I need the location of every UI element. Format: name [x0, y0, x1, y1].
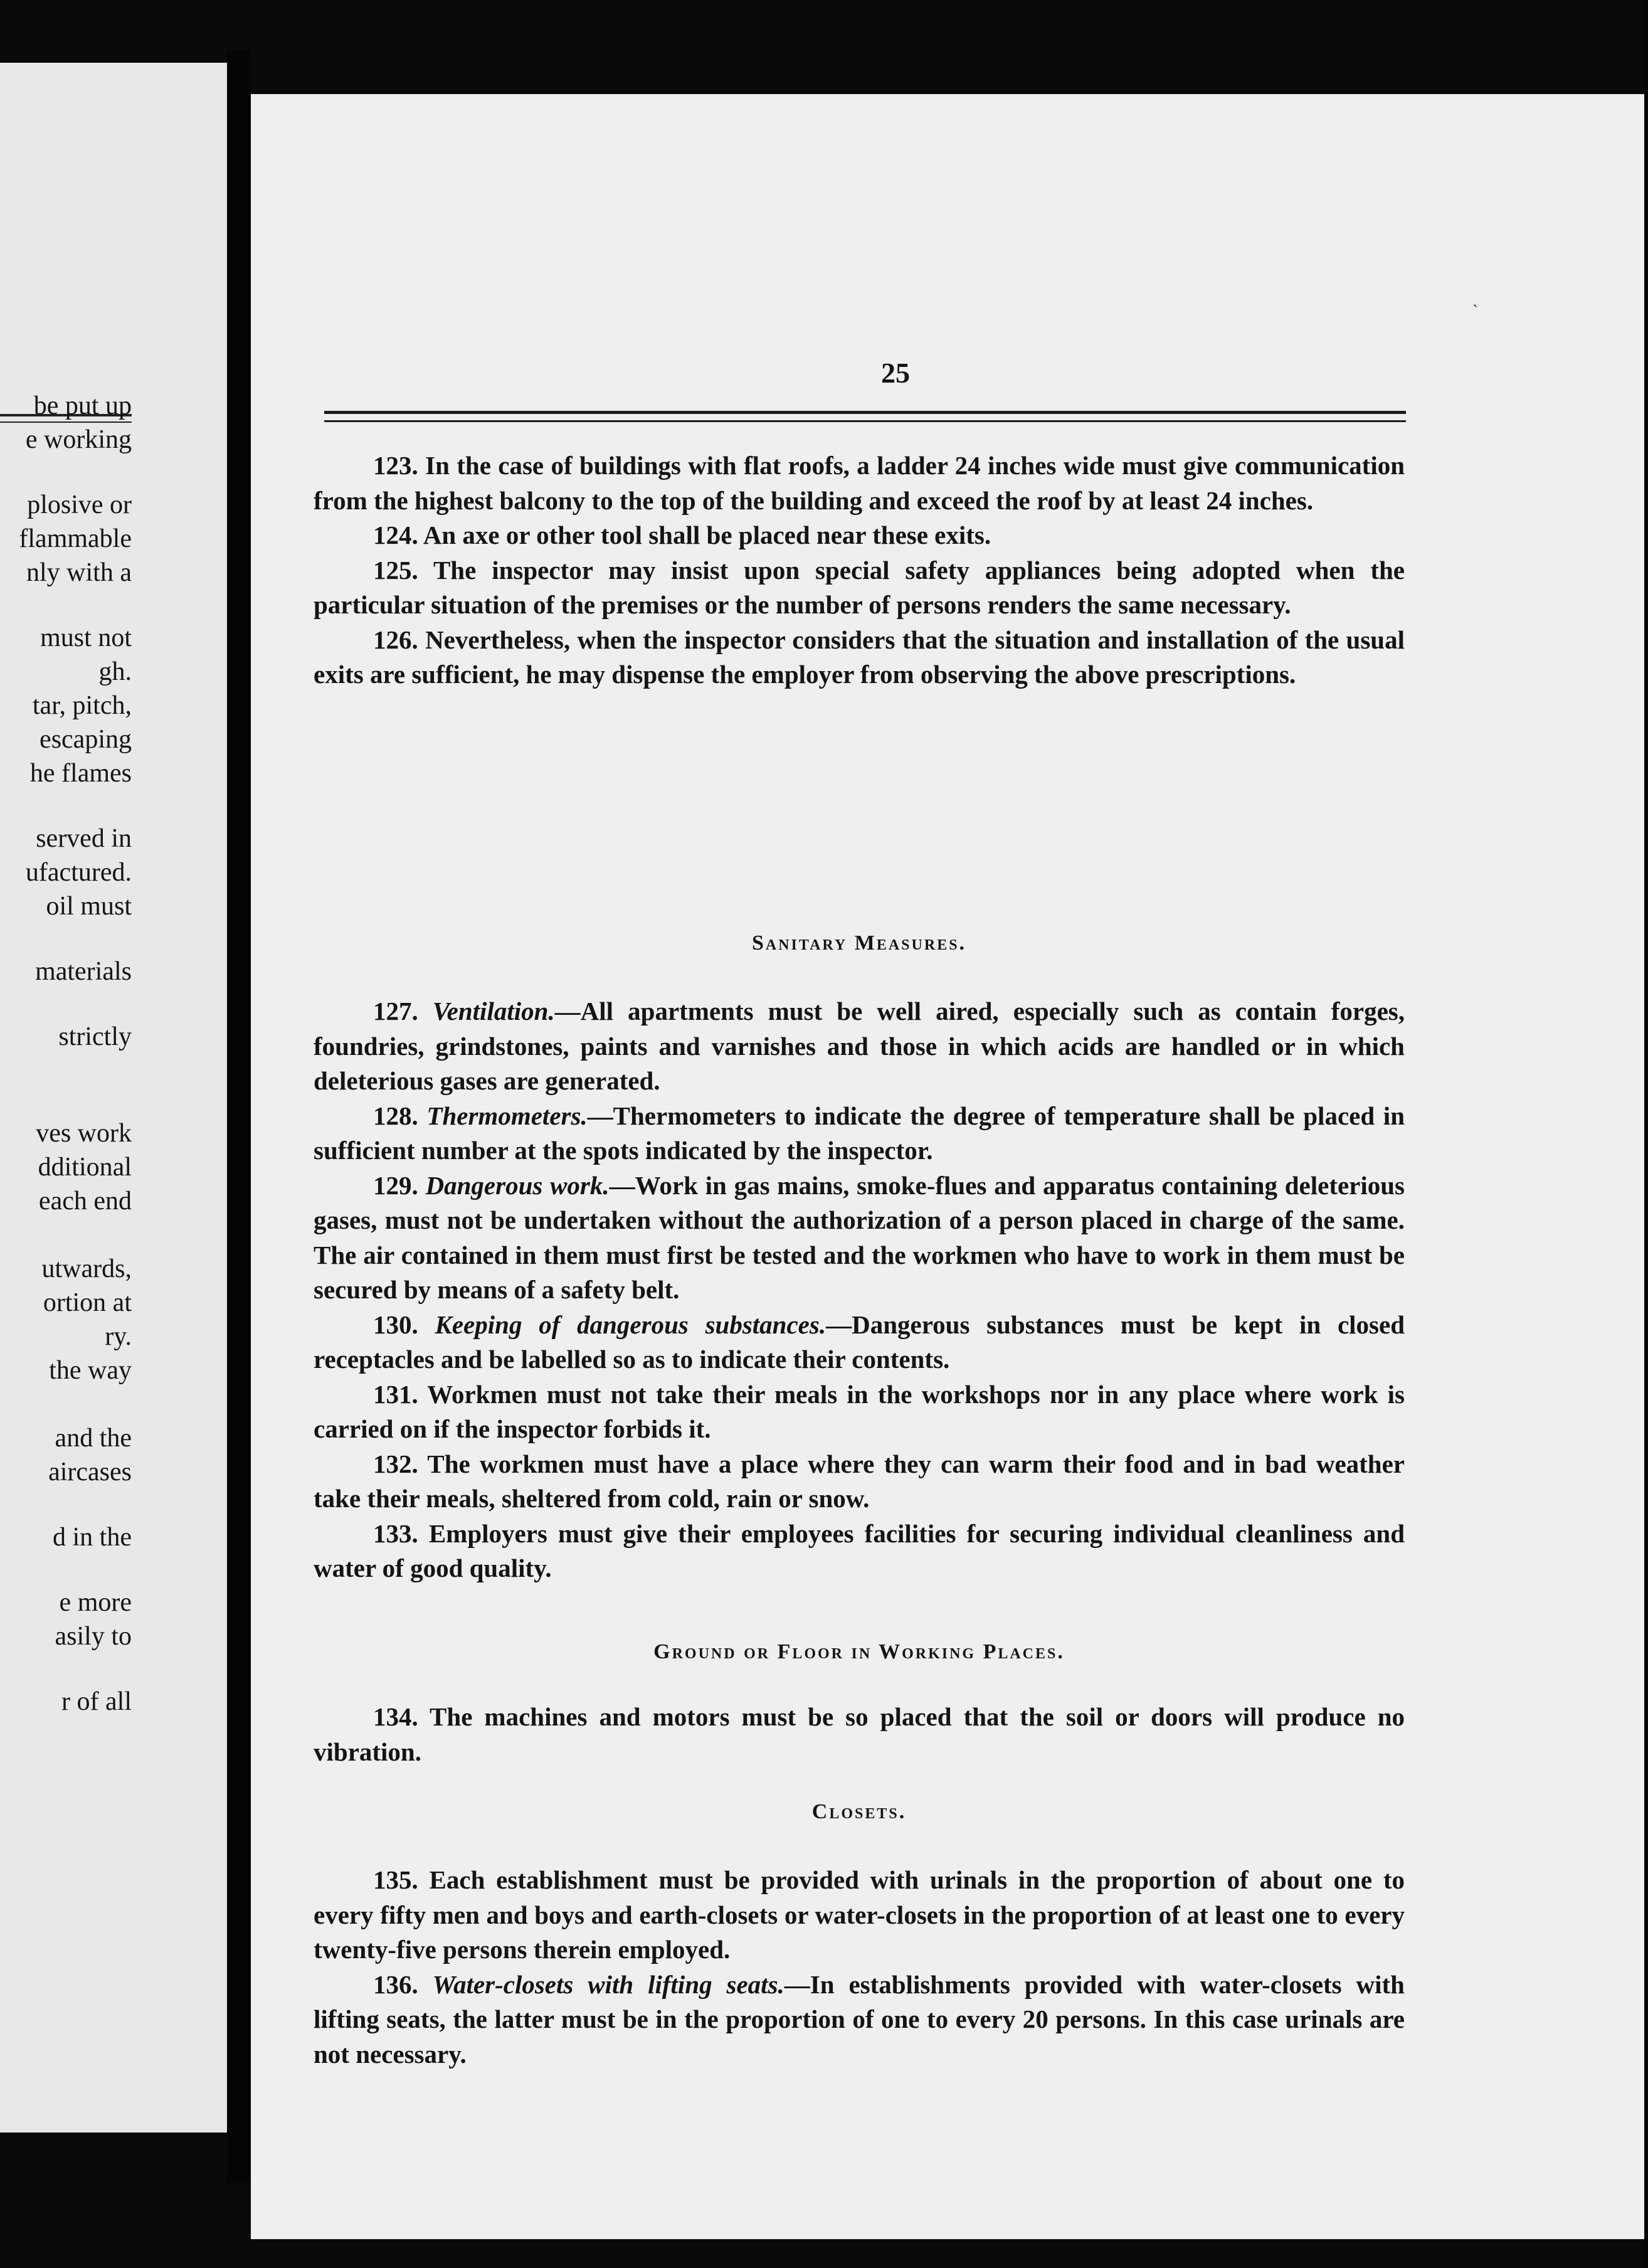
- book-gutter: [227, 50, 251, 2183]
- paragraph-text: The machines and motors must be so placed that the soil or doors will produce no vibration.: [314, 1702, 1405, 1766]
- facing-page-line: aircases: [48, 1458, 132, 1486]
- facing-page-line: gh.: [98, 657, 132, 686]
- facing-page-line: served in: [36, 824, 132, 853]
- facing-page-line: tar, pitch,: [32, 691, 132, 720]
- section-heading-closets: [314, 1800, 1405, 1824]
- paragraph-label: Ventilation.: [432, 997, 555, 1025]
- paragraph-group-sanitary: [314, 994, 1405, 1586]
- facing-page-line: r of all: [61, 1687, 132, 1716]
- paragraph-127: [314, 994, 1405, 1099]
- paragraph-text: —Dangerous substances must be kept in closed receptacles and be labelled so as to indicate their contents.: [314, 1310, 1405, 1374]
- facing-page-line: e working: [25, 425, 132, 454]
- facing-page-line: asily to: [55, 1622, 132, 1651]
- paragraph-text: Each establishment must be provided with urinals in the proportion of about one to every fifty men and boys and earth-closets or water-closets in the proportion of at least one to every twenty-five persons therein employed.: [314, 1865, 1405, 1964]
- paragraph-number: 127.: [373, 997, 433, 1025]
- facing-page-line: dditional: [38, 1153, 132, 1182]
- facing-page-line: strictly: [58, 1022, 132, 1051]
- section-heading: Closets.: [811, 1800, 907, 1823]
- paragraph-group-closets: [314, 1863, 1405, 2072]
- paragraph-129: [314, 1168, 1405, 1308]
- paragraph-text: —Work in gas mains, smoke-flues and apparatus containing deleterious gases, must not be undertaken without the authorization of a person placed in charge of the same. The air contained in them must first be tested and the workmen who have to work in them must be secured by means of a safety belt.: [314, 1170, 1405, 1304]
- paragraph-group-exits: [314, 448, 1405, 692]
- paragraph-126: [314, 623, 1405, 692]
- paragraph-130: [314, 1308, 1405, 1377]
- document-page: [251, 94, 1644, 2239]
- paragraph-133: [314, 1517, 1405, 1586]
- paragraph-text: Employers must give their employees facilities for securing individual cleanliness and water of good quality.: [314, 1518, 1405, 1582]
- page-number: 25: [881, 357, 910, 389]
- section-heading-sanitary: [314, 931, 1405, 955]
- facing-page-line: escaping: [40, 725, 132, 754]
- paragraph-number: 131.: [373, 1379, 428, 1409]
- section-heading-ground: [314, 1640, 1405, 1664]
- paragraph-number: 134.: [373, 1702, 430, 1731]
- paragraph-text: —All apartments must be well aired, especially such as contain forges, foundries, grindstones, paints and varnishes and those in which acids are handled or in which deleterious gases are generated.: [314, 997, 1405, 1095]
- paragraph-text: In the case of buildings with flat roofs, a ladder 24 inches wide must give communication from the highest balcony to the top of the building and exceed the roof by at least 24 inches.: [314, 451, 1405, 515]
- paragraph-number: 124.: [373, 521, 423, 549]
- facing-page-line: nly with a: [26, 558, 132, 587]
- paragraph-132: [314, 1447, 1405, 1517]
- facing-page-line: must not: [40, 623, 132, 652]
- paragraph-128: [314, 1099, 1405, 1168]
- paragraph-number: 133.: [373, 1518, 429, 1548]
- paragraph-text: An axe or other tool shall be placed near these exits.: [423, 521, 991, 549]
- facing-page-line: the way: [49, 1356, 132, 1385]
- paragraph-124: [314, 518, 1405, 553]
- facing-page-line: he flames: [29, 759, 132, 788]
- paragraph-label: Thermometers.: [426, 1101, 588, 1130]
- facing-page-line: ufactured.: [25, 858, 132, 887]
- paragraph-125: [314, 553, 1405, 623]
- facing-page-line: utwards,: [41, 1254, 132, 1283]
- paragraph-number: 129.: [373, 1170, 426, 1200]
- paragraph-131: [314, 1377, 1405, 1447]
- facing-page-line: ry.: [105, 1322, 132, 1351]
- paragraph-label: Dangerous work.: [425, 1170, 610, 1200]
- facing-page-line: and the: [55, 1424, 132, 1453]
- paragraph-group-ground: [314, 1700, 1405, 1769]
- header-rule: [324, 420, 1406, 422]
- facing-page-line: ortion at: [43, 1288, 132, 1317]
- facing-page-line: oil must: [46, 892, 132, 921]
- paragraph-text: —In establishments provided with water-closets with lifting seats, the latter must be in the proportion of one to every 20 persons. In this case urinals are not necessary.: [314, 1969, 1405, 2069]
- paragraph-number: 130.: [373, 1310, 435, 1339]
- paragraph-136: [314, 1968, 1405, 2072]
- paragraph-text: —Thermometers to indicate the degree of temperature shall be placed in sufficient number at the spots indicated by the inspector.: [314, 1101, 1405, 1165]
- paragraph-number: 136.: [373, 1969, 433, 1999]
- header-rule: [324, 411, 1406, 414]
- section-heading: Ground or Floor in Working Places.: [653, 1640, 1065, 1663]
- scan-border: [1644, 0, 1648, 2268]
- scan-speck: ˎ: [1472, 289, 1479, 308]
- facing-page-line: be put up: [33, 391, 132, 420]
- paragraph-number: 125.: [373, 555, 433, 585]
- paragraph-134: [314, 1700, 1405, 1769]
- paragraph-number: 123.: [373, 451, 426, 480]
- paragraph-123: [314, 448, 1405, 518]
- paragraph-number: 128.: [373, 1101, 427, 1130]
- paragraph-number: 132.: [373, 1449, 428, 1478]
- paragraph-label: Water-closets with lifting seats.: [432, 1969, 784, 1999]
- paragraph-text: Nevertheless, when the inspector considers that the situation and installation of the usual exits are sufficient, he may dispense the employer from observing the above prescriptions.: [314, 625, 1405, 689]
- paragraph-text: Workmen must not take their meals in the workshops nor in any place where work is carried on if the inspector forbids it.: [314, 1379, 1405, 1443]
- paragraph-text: The workmen must have a place where they can warm their food and in bad weather take their meals, sheltered from cold, rain or snow.: [314, 1449, 1405, 1513]
- facing-page-line: flammable: [19, 524, 132, 553]
- facing-page-line: each end: [38, 1187, 132, 1216]
- facing-page-line: e more: [59, 1588, 132, 1617]
- paragraph-label: Keeping of dangerous substances.: [435, 1310, 827, 1339]
- facing-page-line: ves work: [36, 1119, 132, 1148]
- facing-page-fragment: [0, 63, 227, 2133]
- section-heading: Sanitary Measures.: [751, 931, 967, 955]
- paragraph-135: [314, 1863, 1405, 1968]
- facing-page-line: materials: [35, 957, 132, 986]
- facing-page-line: plosive or: [27, 490, 132, 519]
- paragraph-text: The inspector may insist upon special safety appliances being adopted when the particular situation of the premises or the number of persons renders the same necessary.: [314, 555, 1405, 619]
- facing-page-line: d in the: [53, 1523, 132, 1552]
- paragraph-number: 135.: [373, 1865, 430, 1894]
- paragraph-number: 126.: [373, 625, 426, 654]
